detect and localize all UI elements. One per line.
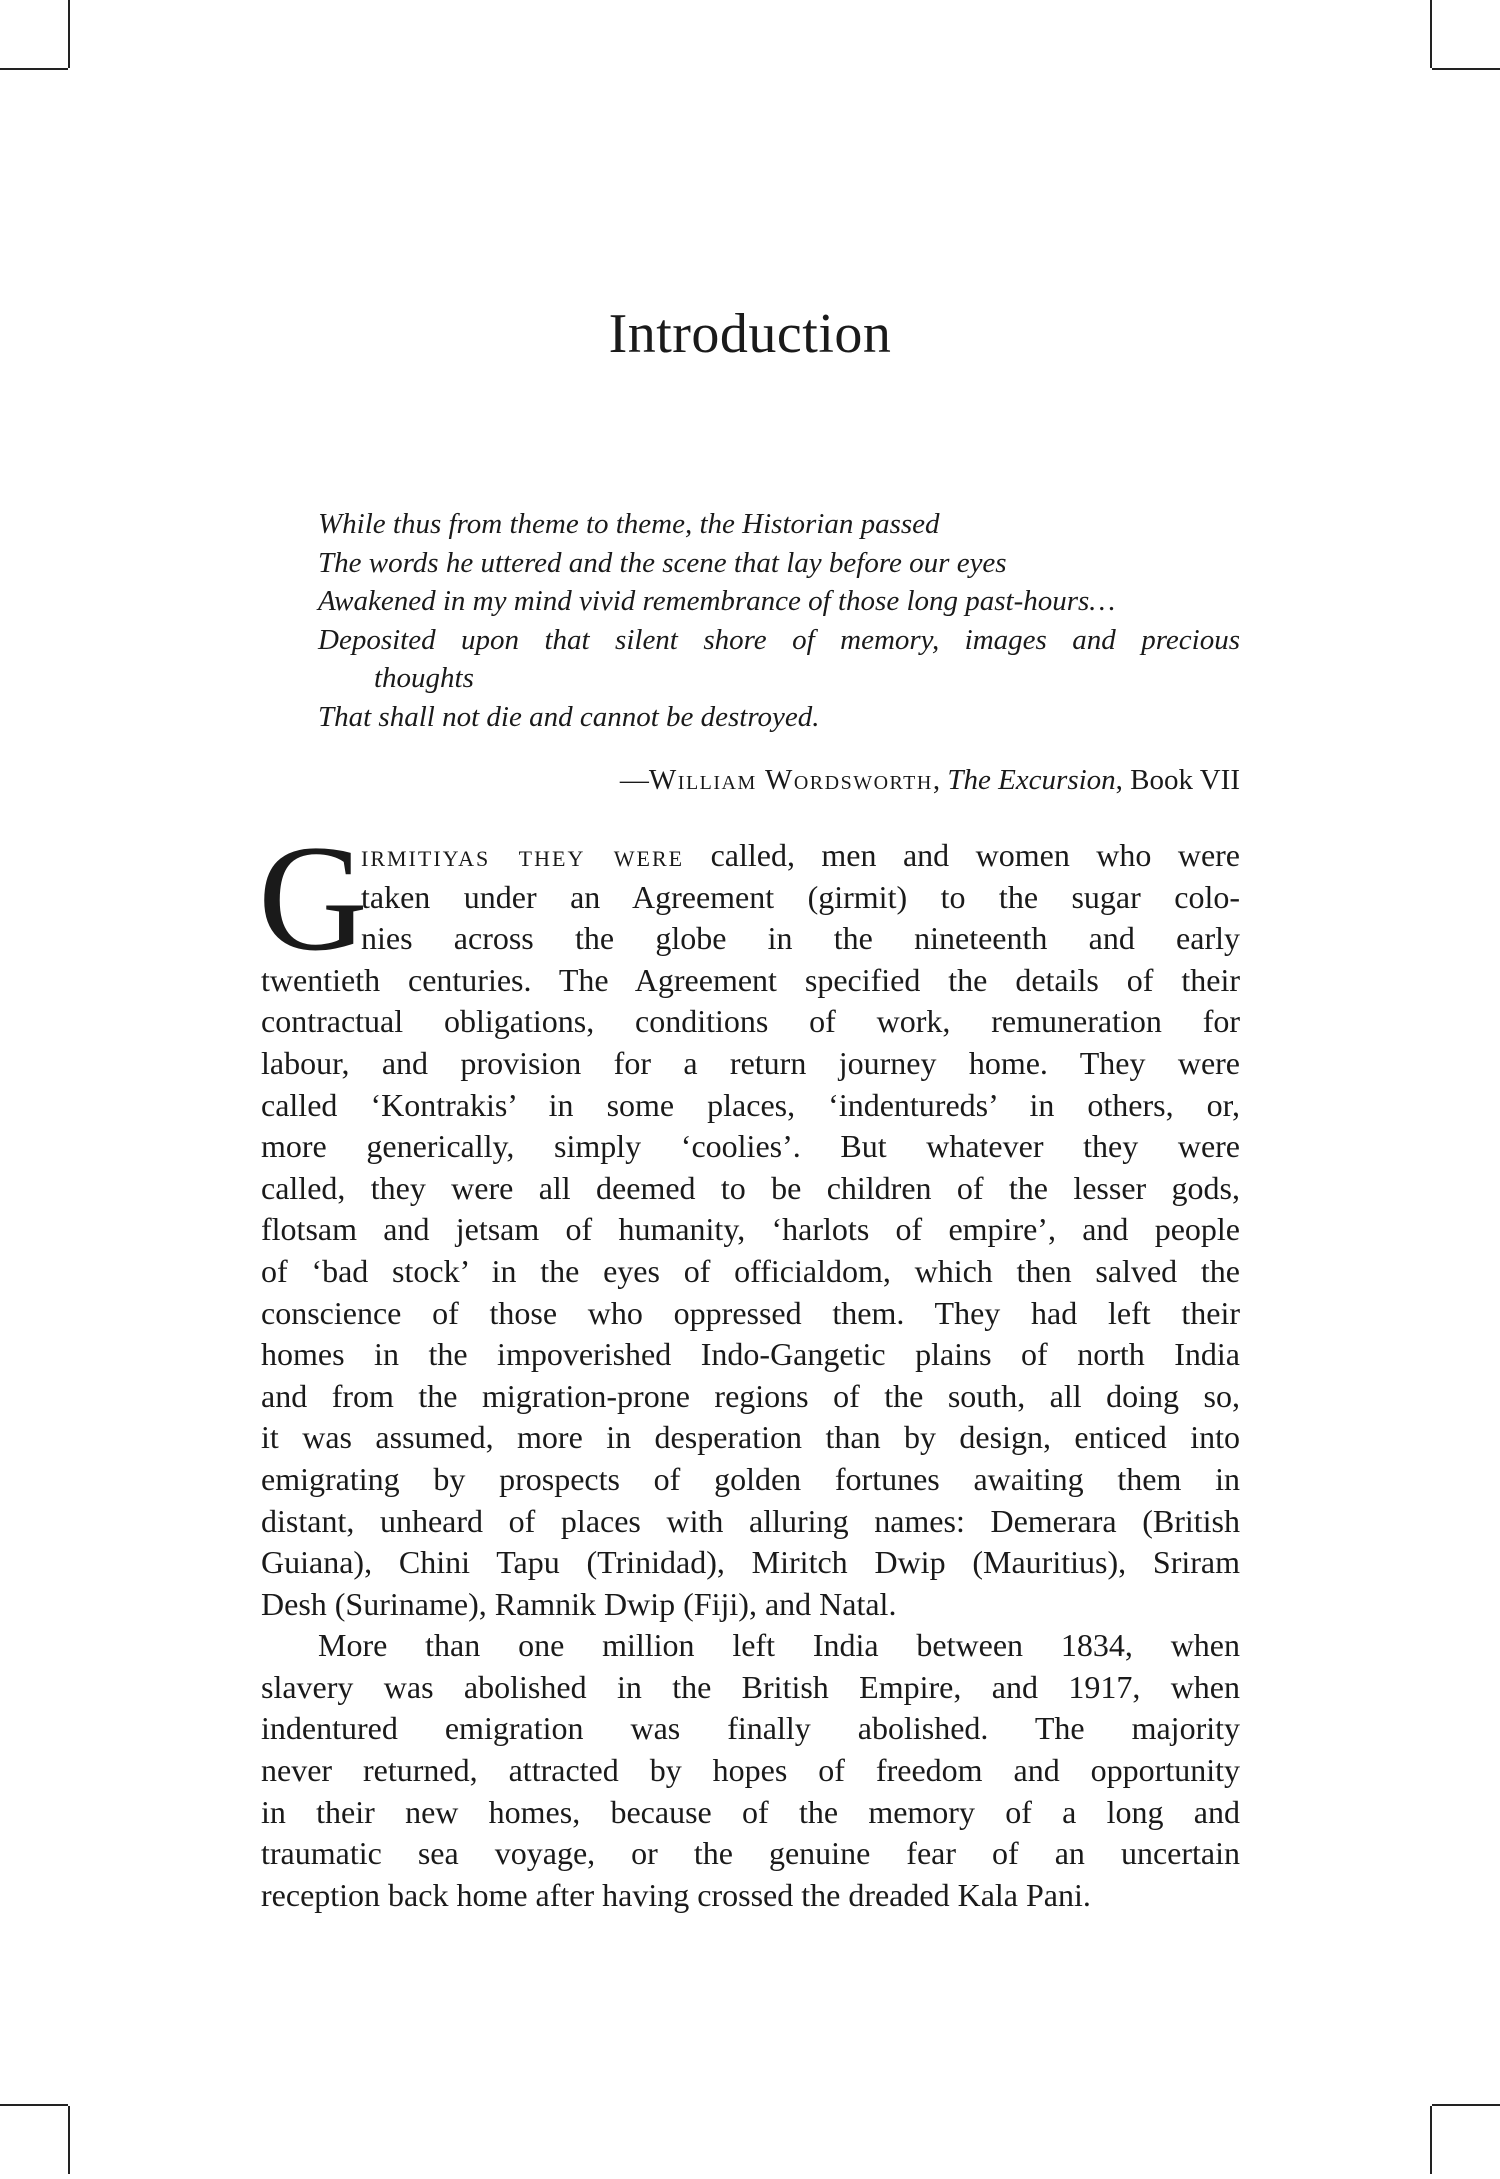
crop-mark-top-right bbox=[1430, 0, 1432, 68]
body-line: it was assumed, more in desperation than by design, enticed into bbox=[261, 1419, 1240, 1456]
body-line: more generically, simply ‘coolies’. But whatever they were bbox=[261, 1128, 1240, 1165]
epigraph-line: thoughts bbox=[374, 662, 474, 694]
attribution-author: William Wordsworth bbox=[648, 764, 933, 796]
crop-mark-top-left bbox=[0, 68, 68, 70]
body-line: and from the migration-prone regions of the south, all doing so, bbox=[261, 1377, 1240, 1414]
body-line: Guiana), Chini Tapu (Trinidad), Miritch Dwip (Mauritius), Sriram bbox=[261, 1544, 1240, 1581]
body-line: labour, and provision for a return journey home. They were bbox=[261, 1044, 1240, 1081]
crop-mark-top-left bbox=[68, 0, 70, 68]
attribution-dash: — bbox=[619, 764, 649, 796]
body-line: taken under an Agreement (girmit) to the sugar colo- bbox=[361, 878, 1240, 915]
body-line-text: called, men and women who were bbox=[684, 837, 1240, 873]
drop-cap: G bbox=[258, 814, 368, 982]
page-title: Introduction bbox=[608, 303, 892, 365]
body-line: homes in the impoverished Indo-Gangetic plains of north India bbox=[261, 1336, 1240, 1373]
epigraph-line: While thus from theme to theme, the Historian passed bbox=[318, 508, 940, 540]
crop-mark-bottom-right bbox=[1430, 2106, 1432, 2174]
crop-mark-top-right bbox=[1432, 68, 1500, 70]
attribution-separator: , bbox=[932, 764, 948, 796]
crop-mark-bottom-right bbox=[1432, 2104, 1500, 2106]
epigraph-line: That shall not die and cannot be destroyed. bbox=[318, 700, 820, 733]
epigraph-line: Deposited upon that silent shore of memory, images and precious bbox=[318, 623, 1240, 656]
epigraph-line: Awakened in my mind vivid remembrance of those long past-hours… bbox=[318, 585, 1116, 617]
attribution-work: The Excursion bbox=[947, 764, 1116, 796]
body-line: called ‘Kontrakis’ in some places, ‘indentureds’ in others, or, bbox=[261, 1086, 1240, 1123]
body-line: flotsam and jetsam of humanity, ‘harlots of empire’, and people bbox=[261, 1211, 1240, 1248]
body-line: More than one million left India between 1834, when bbox=[318, 1627, 1240, 1664]
epigraph-line: The words he uttered and the scene that lay before our eyes bbox=[318, 546, 1007, 579]
body-line: twentieth centuries. The Agreement specified the details of their bbox=[261, 961, 1240, 998]
body-line: called, they were all deemed to be children of the lesser gods, bbox=[261, 1169, 1240, 1206]
body-line: traumatic sea voyage, or the genuine fear of an uncertain bbox=[261, 1835, 1240, 1872]
body-line bbox=[261, 835, 1240, 877]
body-line: distant, unheard of places with alluring names: Demerara (British bbox=[261, 1502, 1240, 1539]
epigraph bbox=[318, 505, 1240, 736]
body-line: emigrating by prospects of golden fortunes awaiting them in bbox=[261, 1460, 1240, 1497]
crop-mark-bottom-left bbox=[68, 2106, 70, 2174]
body-line: in their new homes, because of the memory of a long and bbox=[261, 1793, 1240, 1830]
crop-mark-bottom-left bbox=[0, 2104, 68, 2106]
body-line: nies across the globe in the nineteenth and early bbox=[361, 920, 1240, 957]
lead-small-caps: irmitiyas they were bbox=[361, 837, 685, 873]
body-line: never returned, attracted by hopes of freedom and opportunity bbox=[261, 1752, 1240, 1789]
epigraph-attribution bbox=[318, 761, 1240, 799]
body-line: Desh (Suriname), Ramnik Dwip (Fiji), and Natal. bbox=[261, 1585, 897, 1622]
body-text bbox=[261, 835, 1240, 1916]
attribution-book: , Book VII bbox=[1115, 764, 1240, 796]
body-line: conscience of those who oppressed them. They had left their bbox=[261, 1294, 1240, 1331]
body-line: indentured emigration was finally abolished. The majority bbox=[261, 1710, 1240, 1747]
body-line: reception back home after having crossed the dreaded Kala Pani. bbox=[261, 1876, 1091, 1913]
body-line: contractual obligations, conditions of work, remuneration for bbox=[261, 1003, 1240, 1040]
body-line: of ‘bad stock’ in the eyes of officialdom, which then salved the bbox=[261, 1252, 1240, 1289]
body-line: slavery was abolished in the British Empire, and 1917, when bbox=[261, 1668, 1240, 1705]
